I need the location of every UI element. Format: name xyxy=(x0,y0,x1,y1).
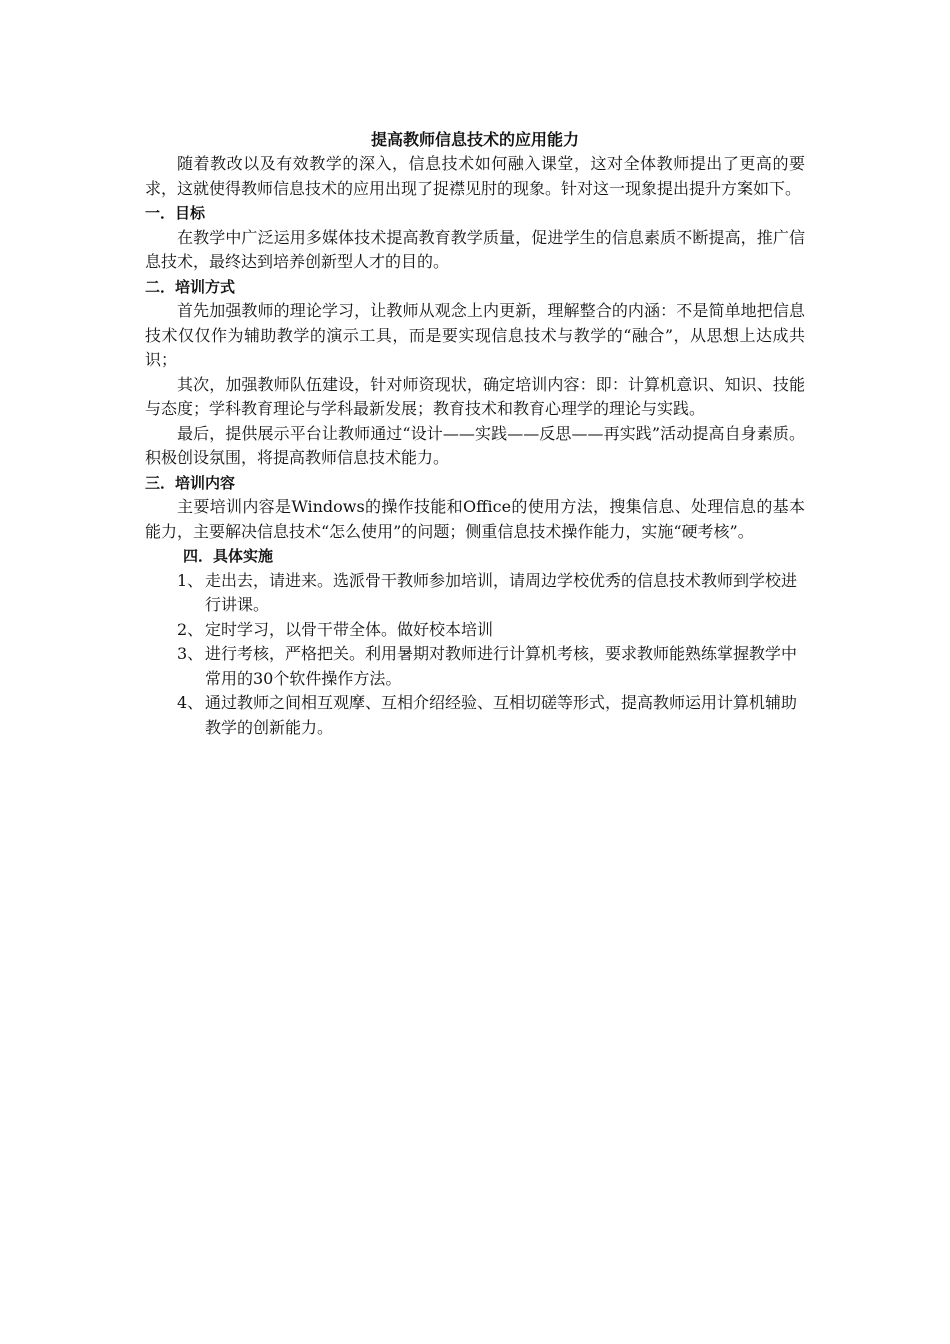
list-item xyxy=(145,569,805,618)
section-heading-training-method: 二．培训方式 xyxy=(145,277,236,296)
list-item-number: 3、 xyxy=(177,644,204,663)
section-heading-training-content: 三．培训内容 xyxy=(145,473,236,492)
list-item-number: 1、 xyxy=(177,570,204,590)
training-method-paragraph-1: 首先加强教师的理论学习，让教师从观念上内更新，理解整合的内涵：不是简单地把信息技术仅仅作为辅助教学的演示工具，而是要实现信息技术与教学的“融合”，从思想上达成共识； xyxy=(145,301,805,369)
training-content-paragraph: 主要培训内容是Windows的操作技能和Office的使用方法，搜集信息、处理信息的基本能力，主要解决信息技术“怎么使用”的问题；侧重信息技术操作能力，实施“硬考核”。 xyxy=(145,497,805,541)
training-method-paragraph-3: 最后，提供展示平台让教师通过“设计——实践——反思——再实践”活动提高自身素质。积极创设氛围，将提高教师信息技术能力。 xyxy=(145,423,805,467)
training-method-paragraph-2: 其次，加强教师队伍建设，针对师资现状，确定培训内容：即：计算机意识、知识、技能与态度；学科教育理论与学科最新发展；教育技术和教育心理学的理论与实践。 xyxy=(145,374,805,418)
list-item-number: 4、 xyxy=(177,693,204,712)
list-item-text: 定时学习，以骨干带全体。做好校本培训 xyxy=(205,619,494,639)
list-item xyxy=(145,618,805,643)
document-page xyxy=(145,128,805,740)
list-item-number: 2、 xyxy=(177,619,204,639)
section-heading-goal: 一．目标 xyxy=(145,204,206,222)
list-item xyxy=(145,642,805,691)
list-item-text: 通过教师之间相互观摩、互相介绍经验、互相切磋等形式，提高教师运用计算机辅助教学的创新能力。 xyxy=(205,693,798,737)
list-item xyxy=(145,691,805,740)
goal-paragraph: 在教学中广泛运用多媒体技术提高教育教学质量，促进学生的信息素质不断提高，推广信息技术，最终达到培养创新型人才的目的。 xyxy=(145,227,805,271)
list-item-text: 走出去，请进来。选派骨干教师参加培训，请周边学校优秀的信息技术教师到学校进行讲课。 xyxy=(205,570,798,614)
document-title: 提高教师信息技术的应用能力 xyxy=(370,130,579,149)
intro-paragraph: 随着教改以及有效教学的深入，信息技术如何融入课堂，这对全体教师提出了更高的要求，这就使得教师信息技术的应用出现了捉襟见肘的现象。针对这一现象提出提升方案如下。 xyxy=(145,154,805,198)
section-heading-implementation: 四．具体实施 xyxy=(183,547,274,565)
implementation-list xyxy=(145,569,805,741)
list-item-text: 进行考核，严格把关。利用暑期对教师进行计算机考核，要求教师能熟练掌握教学中常用的30个软件操作方法。 xyxy=(205,644,798,688)
